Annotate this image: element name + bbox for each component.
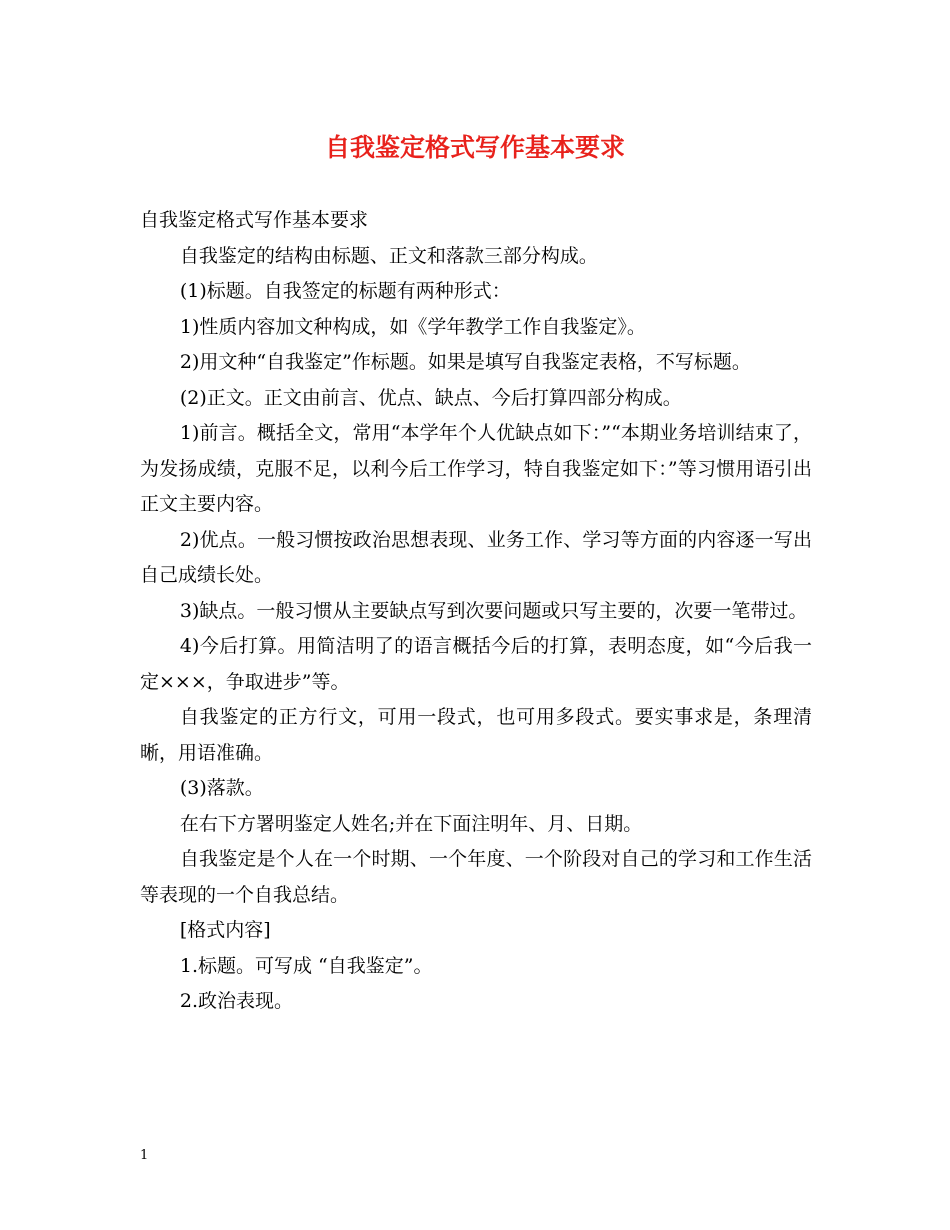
paragraph: 自我鉴定格式写作基本要求 (140, 209, 369, 231)
paragraph: 1.标题。可写成 “自我鉴定”。 (179, 954, 433, 977)
paragraph: (3)落款。 (179, 777, 264, 799)
paragraph: 自我鉴定的正方行文，可用一段式，也可用多段式。要实事求是，条理清晰，用语准确。 (140, 706, 812, 764)
paragraph: 1)性质内容加文种构成，如《学年教学工作自我鉴定》。 (179, 315, 646, 338)
paragraph: 2)用文种“自我鉴定”作标题。如果是填写自我鉴定表格，不写标题。 (179, 351, 751, 373)
paragraph: 自我鉴定的结构由标题、正文和落款三部分构成。 (179, 244, 598, 267)
paragraph: 2.政治表现。 (179, 990, 294, 1012)
paragraph: [格式内容] (179, 919, 271, 941)
page-number: 1 (140, 1148, 149, 1163)
paragraph: 2)优点。一般习惯按政治思想表现、业务工作、学习等方面的内容逐一写出自己成绩长处。 (140, 528, 812, 586)
paragraph: (1)标题。自我签定的标题有两种形式： (179, 280, 511, 302)
paragraph: 3)缺点。一般习惯从主要缺点写到次要问题或只写主要的，次要一笔带过。 (179, 599, 808, 622)
paragraph: (2)正文。正文由前言、优点、缺点、今后打算四部分构成。 (179, 386, 682, 409)
paragraph: 自我鉴定是个人在一个时期、一个年度、一个阶段对自己的学习和工作生活等表现的一个自我总结。 (140, 848, 812, 906)
page-title: 自我鉴定格式写作基本要求 (324, 133, 625, 162)
document-body (140, 203, 812, 1020)
paragraph: 1)前言。概括全文，常用“本学年个人优缺点如下：”“本期业务培训结束了，为发扬成绩，克服不足，以利今后工作学习，特自我鉴定如下：”等习惯用语引出正文主要内容。 (140, 422, 812, 515)
paragraph: 在右下方署明鉴定人姓名;并在下面注明年、月、日期。 (179, 812, 643, 835)
paragraph: 4)今后打算。用简洁明了的语言概括今后的打算，表明态度，如“今后我一定×××，争取进步”等。 (140, 635, 812, 693)
